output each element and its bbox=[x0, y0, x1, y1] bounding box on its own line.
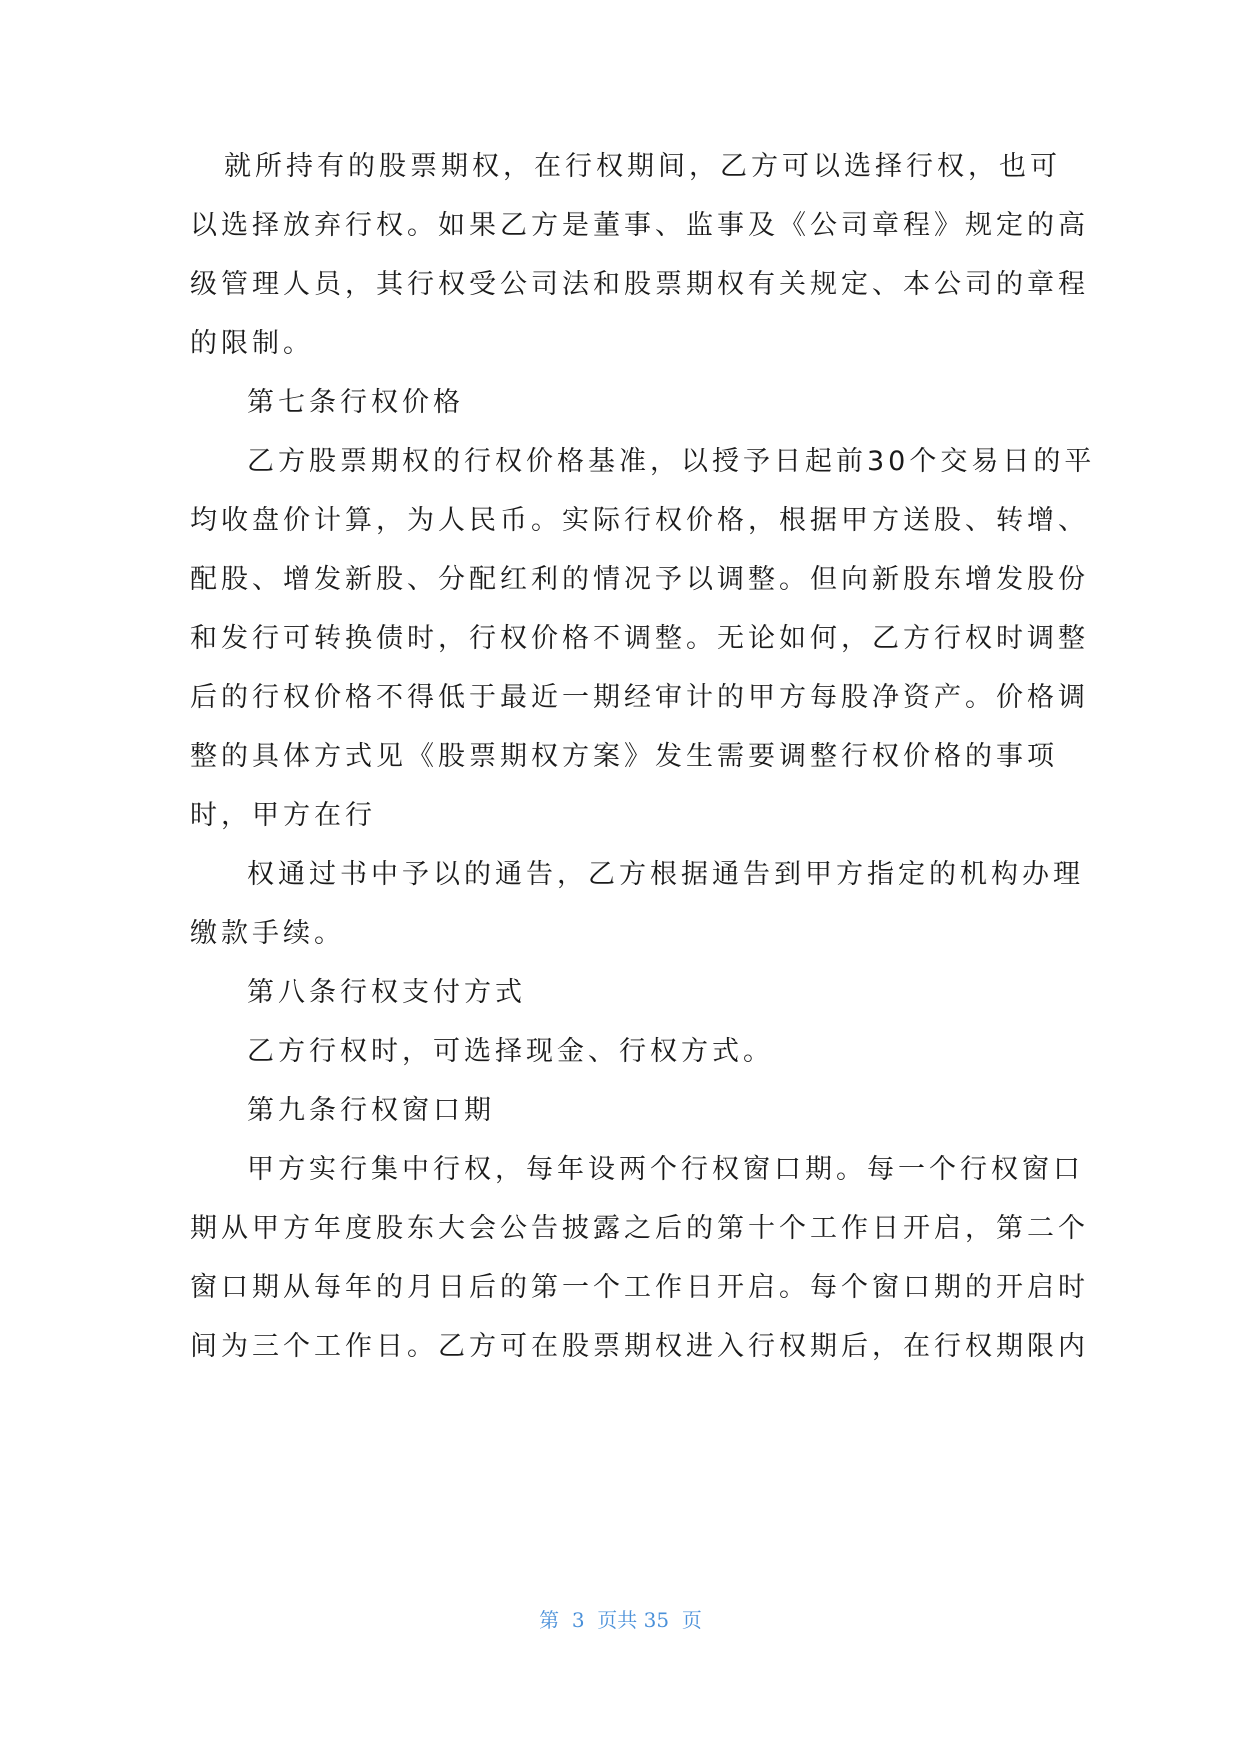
body-text-line: 窗口期从每年的月日后的第一个工作日开启。每个窗口期的开启时 bbox=[190, 1272, 1089, 1303]
section-heading: 第九条行权窗口期 bbox=[247, 1095, 495, 1126]
body-text-line: 缴款手续。 bbox=[190, 918, 345, 949]
body-text-line: 权通过书中予以的通告，乙方根据通告到甲方指定的机构办理 bbox=[247, 859, 1084, 890]
body-text-line: 就所持有的股票期权，在行权期间，乙方可以选择行权，也可 bbox=[224, 151, 1061, 182]
body-text-line: 均收盘价计算，为人民币。实际行权价格，根据甲方送股、转增、 bbox=[190, 505, 1089, 536]
body-text-line: 配股、增发新股、分配红利的情况予以调整。但向新股东增发股份 bbox=[190, 564, 1089, 595]
body-text-line: 后的行权价格不得低于最近一期经审计的甲方每股净资产。价格调 bbox=[190, 682, 1089, 713]
body-text-line: 乙方行权时，可选择现金、行权方式。 bbox=[247, 1036, 774, 1067]
section-heading: 第七条行权价格 bbox=[247, 387, 464, 418]
body-text-line: 甲方实行集中行权，每年设两个行权窗口期。每一个行权窗口 bbox=[247, 1154, 1084, 1185]
body-text-line: 级管理人员，其行权受公司法和股票期权有关规定、本公司的章程 bbox=[190, 269, 1089, 300]
page-number-footer: 第 3 页共 35 页 bbox=[539, 1608, 702, 1632]
body-text-line: 和发行可转换债时，行权价格不调整。无论如何，乙方行权时调整 bbox=[190, 623, 1089, 654]
body-text-line: 的限制。 bbox=[190, 328, 314, 359]
section-heading: 第八条行权支付方式 bbox=[247, 977, 526, 1008]
body-text-line: 间为三个工作日。乙方可在股票期权进入行权期后，在行权期限内 bbox=[190, 1331, 1089, 1362]
body-text-line: 以选择放弃行权。如果乙方是董事、监事及《公司章程》规定的高 bbox=[190, 210, 1089, 241]
body-text-line: 乙方股票期权的行权价格基准，以授予日起前30个交易日的平 bbox=[247, 446, 1096, 477]
body-text-line: 期从甲方年度股东大会公告披露之后的第十个工作日开启，第二个 bbox=[190, 1213, 1089, 1244]
body-text-line: 整的具体方式见《股票期权方案》发生需要调整行权价格的事项 bbox=[190, 741, 1058, 772]
body-text-line: 时，甲方在行 bbox=[190, 800, 376, 831]
